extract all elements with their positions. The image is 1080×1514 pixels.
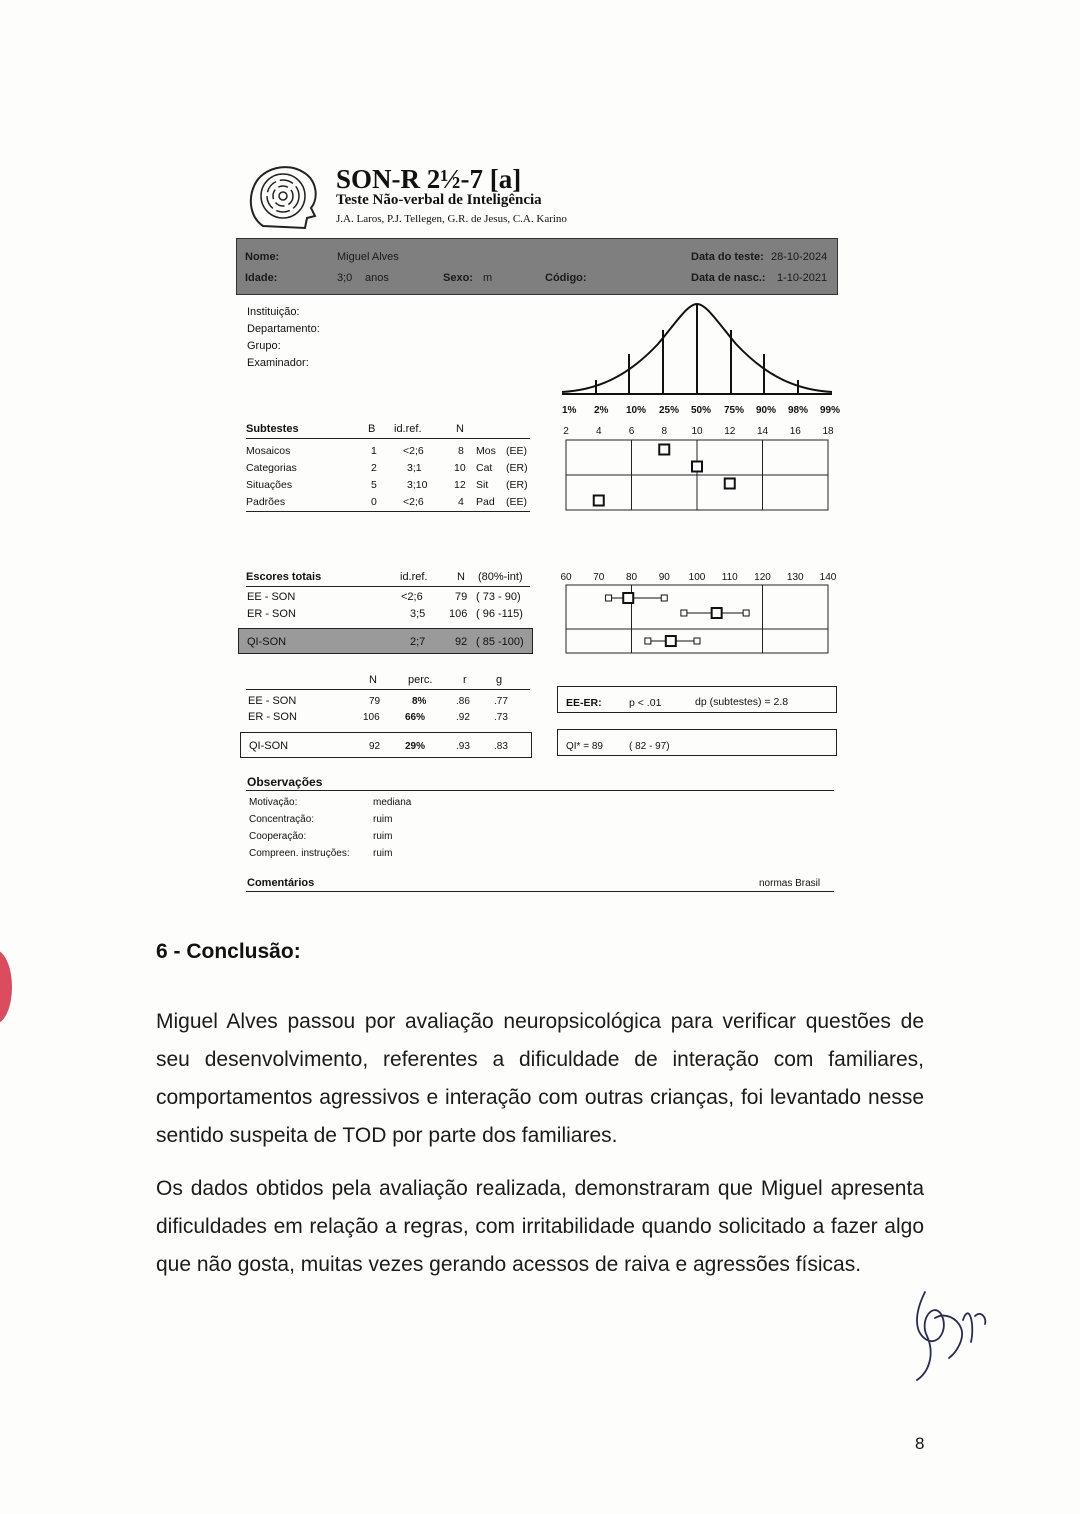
subtest-b: 0 — [371, 496, 377, 508]
patient-header-band — [236, 238, 838, 295]
sexo-value: m — [483, 272, 493, 284]
page-number: 8 — [915, 1434, 925, 1453]
conclusion-paragraph-1: Miguel Alves passou por avaliação neuropsicológica para verificar questões de seu desenvolvimento, referentes a dificuldade de interação com familiares, comportamentos agressivos e interação com outras crianças, foi levantado nesse sentido suspeita de TOD por parte dos familiares. — [156, 1010, 924, 1147]
total-score-marker — [712, 608, 722, 618]
codigo-label: Código: — [545, 272, 587, 284]
data-nasc-value: 1-10-2021 — [777, 272, 828, 284]
total-name: QI-SON — [247, 636, 287, 648]
stats-g: .73 — [494, 712, 508, 723]
test-subtitle: Teste Não-verbal de Inteligência — [336, 192, 542, 208]
scale-tick-label: 18 — [822, 426, 834, 437]
table-row — [246, 496, 536, 510]
scale-tick-label: 120 — [754, 572, 771, 583]
total-interval: ( 73 - 90) — [476, 591, 521, 603]
percentile-label: 1% — [562, 405, 577, 416]
subtest-b: 1 — [371, 445, 377, 457]
comentarios-label: Comentários — [247, 877, 315, 889]
subtest-b: 2 — [371, 462, 377, 474]
ee-er-dp: dp (subtestes) = 2.8 — [695, 696, 789, 708]
percentile-label: 98% — [788, 405, 809, 416]
obs-value: ruim — [373, 848, 393, 859]
scale-tick-label: 14 — [756, 426, 769, 437]
qi-star-interval: ( 82 - 97) — [629, 741, 670, 752]
percentile-label: 99% — [820, 405, 841, 416]
total-interval-low-marker — [645, 638, 651, 644]
stats-qi-r: .93 — [456, 741, 470, 752]
stats-perc: 8% — [412, 696, 427, 707]
total-interval: ( 85 -100) — [476, 636, 524, 648]
totals-header: Escores totais — [246, 571, 322, 583]
subtest-idref: <2;6 — [403, 496, 424, 508]
subtests-header: Subtestes — [246, 423, 299, 435]
totals-header-int: (80%-int) — [478, 571, 523, 583]
stats-header-r: r — [463, 674, 467, 686]
obs-label: Compreen. instruções: — [249, 848, 350, 859]
subtest-abbr: Mos — [476, 445, 496, 457]
obs-value: mediana — [373, 797, 412, 808]
stats-header-n: N — [369, 674, 377, 686]
idade-unit: anos — [365, 272, 389, 284]
handwritten-signature — [905, 1262, 995, 1387]
test-title: SON-R 2½-7 [a] — [336, 164, 522, 194]
subtest-name: Categorias — [246, 462, 297, 474]
total-interval-high-marker — [743, 610, 749, 616]
subtest-name: Situações — [246, 479, 293, 491]
scale-tick-label: 110 — [721, 572, 738, 583]
totals-header-idref: id.ref. — [400, 571, 428, 583]
scale-tick-label: 80 — [625, 572, 638, 583]
totals-header-rule — [246, 586, 530, 587]
subtest-n: 8 — [458, 445, 464, 457]
scale-tick-label: 4 — [595, 426, 602, 437]
subtests-header-n: N — [456, 423, 464, 435]
subtest-idref: 3;10 — [407, 479, 428, 491]
scale-tick-label: 140 — [819, 572, 837, 583]
stats-g: .77 — [494, 696, 508, 707]
subtest-type: (EE) — [506, 445, 527, 457]
stats-header-g: g — [496, 674, 503, 686]
percentile-label: 90% — [756, 405, 777, 416]
nome-value: Miguel Alves — [337, 251, 399, 263]
scale-tick-label: 6 — [628, 426, 635, 437]
total-name: EE - SON — [247, 591, 296, 603]
total-idref: 2;7 — [410, 636, 426, 648]
stats-r: .92 — [456, 712, 470, 723]
subtest-abbr: Sit — [476, 479, 489, 491]
scale-tick-label: 60 — [560, 572, 572, 583]
subtest-n: 10 — [454, 462, 466, 474]
stats-header-rule — [246, 689, 530, 690]
subtest-b: 5 — [371, 479, 377, 491]
subtest-type: (EE) — [506, 496, 527, 508]
total-n: 79 — [455, 591, 468, 603]
totals-score-chart — [556, 568, 840, 656]
idade-value: 3;0 — [337, 272, 353, 284]
info-instituicao: Instituição: — [247, 306, 300, 318]
total-idref: <2;6 — [401, 591, 423, 603]
percentile-label: 25% — [659, 405, 680, 416]
observacoes-title: Observações — [247, 775, 323, 789]
info-grupo: Grupo: — [247, 340, 281, 352]
scale-tick-label: 16 — [789, 426, 801, 437]
subtests-header-b: B — [368, 423, 376, 435]
section-title: 6 - Conclusão: — [156, 940, 301, 963]
table-row — [246, 462, 536, 476]
subtest-score-marker — [659, 445, 669, 455]
stats-qi-g: .83 — [494, 741, 508, 752]
stats-qi-perc: 29% — [405, 741, 426, 752]
total-interval-low-marker — [606, 595, 612, 601]
subtest-idref: <2;6 — [403, 445, 424, 457]
stats-name: ER - SON — [248, 711, 297, 723]
idade-label: Idade: — [245, 272, 278, 284]
subtests-bottom-rule — [246, 511, 530, 512]
subtest-score-chart — [556, 422, 840, 516]
subtest-name: Mosaicos — [246, 445, 291, 457]
obs-value: ruim — [373, 831, 393, 842]
obs-value: ruim — [373, 814, 393, 825]
percentile-label: 50% — [691, 405, 712, 416]
obs-label: Concentração: — [249, 814, 315, 825]
subtest-score-marker — [725, 479, 735, 489]
total-name: ER - SON — [247, 608, 296, 620]
total-n: 106 — [449, 608, 468, 620]
subtests-header-rule — [246, 438, 530, 439]
subtest-score-marker — [692, 462, 702, 472]
subtests-header-idref: id.ref. — [394, 423, 422, 435]
data-nasc-label: Data de nasc.: — [691, 272, 766, 284]
percentile-label: 75% — [724, 405, 745, 416]
comentarios-rule — [246, 891, 834, 892]
stats-name: EE - SON — [248, 695, 297, 707]
observacoes-rule — [246, 790, 834, 791]
son-r-logo — [245, 160, 325, 235]
stats-perc: 66% — [405, 712, 426, 723]
sexo-label: Sexo: — [443, 272, 473, 284]
stamp-edge — [0, 950, 12, 1024]
obs-label: Motivação: — [249, 797, 298, 808]
qi-star-value: QI* = 89 — [566, 741, 603, 752]
total-interval-high-marker — [694, 638, 700, 644]
data-teste-value: 28-10-2024 — [771, 251, 828, 263]
total-interval-low-marker — [681, 610, 687, 616]
stats-qi-name: QI-SON — [249, 740, 289, 752]
subtest-n: 4 — [458, 496, 464, 508]
ee-er-p: p < .01 — [629, 697, 662, 709]
scale-tick-label: 8 — [661, 426, 668, 437]
scale-tick-label: 70 — [593, 572, 605, 583]
conclusion-paragraph-2: Os dados obtidos pela avaliação realizada, demonstraram que Miguel apresenta dificuldades em relação a regras, com irritabilidade quando solicitado a fazer algo que não gosta, muitas vezes gerando acessos de raiva e agressões físicas. — [156, 1177, 924, 1276]
total-score-marker — [666, 636, 676, 646]
data-teste-label: Data do teste: — [691, 251, 764, 263]
stats-n: 79 — [369, 696, 381, 707]
subtest-score-marker — [594, 496, 604, 506]
subtest-n: 12 — [454, 479, 466, 491]
totals-header-n: N — [457, 571, 465, 583]
scale-tick-label: 12 — [724, 426, 736, 437]
stats-qi-n: 92 — [369, 741, 381, 752]
subtest-name: Padrões — [246, 496, 286, 508]
subtest-idref: 3;1 — [407, 462, 422, 474]
total-interval: ( 96 -115) — [476, 608, 523, 620]
normal-distribution-curve — [558, 296, 838, 398]
table-row — [246, 445, 536, 459]
normas-label: normas Brasil — [759, 878, 821, 889]
subtest-type: (ER) — [506, 462, 528, 474]
test-authors: J.A. Laros, P.J. Tellegen, G.R. de Jesus, C.A. Karino — [336, 213, 567, 225]
info-departamento: Departamento: — [247, 323, 320, 335]
table-row — [246, 479, 536, 493]
percentile-label: 10% — [626, 405, 647, 416]
scale-tick-label: 130 — [786, 572, 804, 583]
scale-tick-label: 100 — [688, 572, 706, 583]
total-interval-high-marker — [661, 595, 667, 601]
subtest-abbr: Cat — [476, 462, 493, 474]
subtest-abbr: Pad — [476, 496, 495, 508]
percentile-label: 2% — [594, 405, 609, 416]
ee-er-label: EE-ER: — [566, 697, 602, 709]
subtest-type: (ER) — [506, 479, 528, 491]
total-score-marker — [623, 593, 633, 603]
total-n: 92 — [455, 636, 468, 648]
scale-tick-label: 90 — [658, 572, 670, 583]
info-examinador: Examinador: — [247, 357, 309, 369]
total-idref: 3;5 — [410, 608, 426, 620]
stats-r: .86 — [456, 696, 470, 707]
obs-label: Cooperação: — [249, 831, 307, 842]
nome-label: Nome: — [245, 251, 280, 263]
stats-header-perc: perc. — [408, 674, 433, 686]
stats-n: 106 — [363, 712, 380, 723]
scale-tick-label: 10 — [691, 426, 703, 437]
scale-tick-label: 2 — [563, 426, 569, 437]
